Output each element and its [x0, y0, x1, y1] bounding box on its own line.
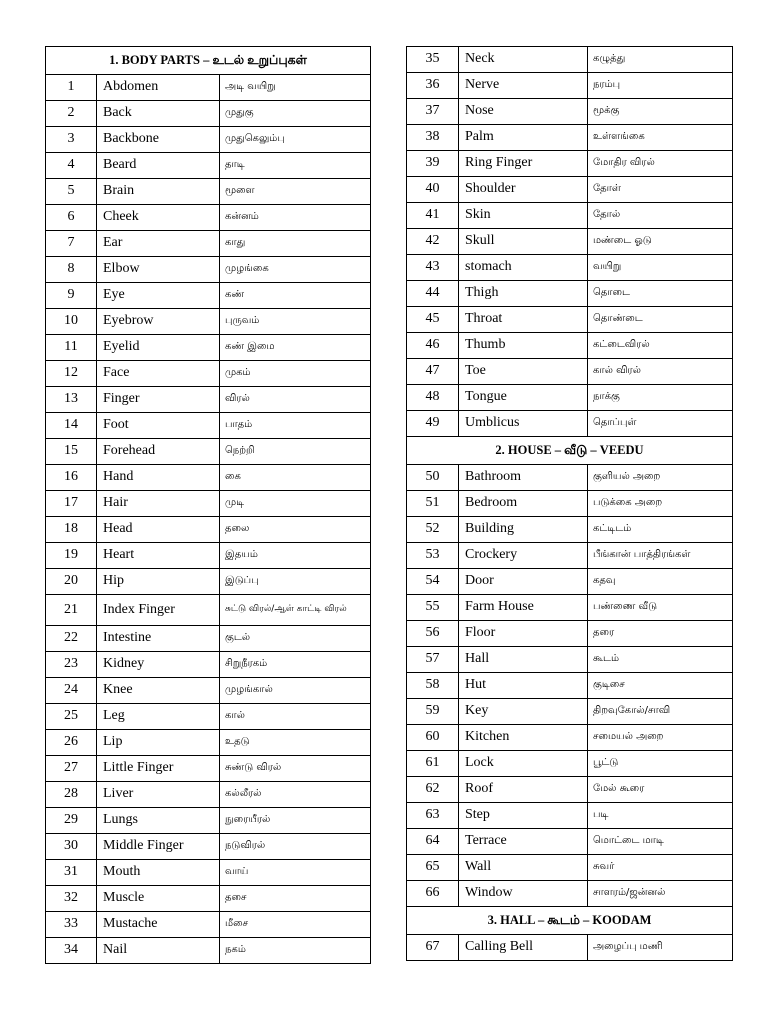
row-number: 54: [407, 569, 459, 595]
tamil-word: முதுகு: [220, 101, 371, 127]
tamil-word: அழைப்பு மணி: [588, 935, 733, 961]
table-row: [46, 309, 371, 335]
english-word: Hall: [459, 647, 588, 673]
row-number: 51: [407, 491, 459, 517]
tamil-word: பண்ணை வீடு: [588, 595, 733, 621]
row-number: 18: [46, 517, 97, 543]
tamil-word: கண் இமை: [220, 335, 371, 361]
row-number: 48: [407, 385, 459, 411]
row-number: 3: [46, 127, 97, 153]
english-word: Foot: [97, 413, 220, 439]
tamil-word: நெற்றி: [220, 439, 371, 465]
tamil-word: வாய்: [220, 860, 371, 886]
english-word: Backbone: [97, 127, 220, 153]
tamil-word: நகம்: [220, 938, 371, 964]
tamil-word: முழங்கை: [220, 257, 371, 283]
row-number: 6: [46, 205, 97, 231]
tamil-word: தாடி: [220, 153, 371, 179]
english-word: Umblicus: [459, 411, 588, 437]
table-row: [46, 231, 371, 257]
table-row: [46, 205, 371, 231]
english-word: Forehead: [97, 439, 220, 465]
english-word: Crockery: [459, 543, 588, 569]
table-row: [407, 333, 733, 359]
english-word: Hand: [97, 465, 220, 491]
english-word: Index Finger: [97, 595, 220, 626]
english-word: Window: [459, 881, 588, 907]
table-row: [407, 99, 733, 125]
english-word: Back: [97, 101, 220, 127]
table-row: [407, 569, 733, 595]
tamil-word: சுவர்: [588, 855, 733, 881]
row-number: 38: [407, 125, 459, 151]
row-number: 25: [46, 704, 97, 730]
english-word: Knee: [97, 678, 220, 704]
english-word: Wall: [459, 855, 588, 881]
table-row: [407, 151, 733, 177]
tamil-word: கால் விரல்: [588, 359, 733, 385]
table-row: [407, 777, 733, 803]
english-word: Terrace: [459, 829, 588, 855]
row-number: 23: [46, 652, 97, 678]
table-row: [407, 255, 733, 281]
tamil-word: மூளை: [220, 179, 371, 205]
table-row: [46, 543, 371, 569]
tamil-word: தோல்: [588, 203, 733, 229]
tamil-word: உள்ளங்கை: [588, 125, 733, 151]
table-row: [46, 834, 371, 860]
table-row: [407, 465, 733, 491]
table-row: [407, 47, 733, 73]
row-number: 28: [46, 782, 97, 808]
tamil-word: நரம்பு: [588, 73, 733, 99]
tamil-word: பீங்கான் பாத்திரங்கள்: [588, 543, 733, 569]
row-number: 42: [407, 229, 459, 255]
tamil-word: மொட்டை மாடி: [588, 829, 733, 855]
table-row: [407, 517, 733, 543]
english-word: stomach: [459, 255, 588, 281]
row-number: 16: [46, 465, 97, 491]
table-row: [407, 699, 733, 725]
english-word: Mustache: [97, 912, 220, 938]
tamil-word: திறவுகோல்/சாவி: [588, 699, 733, 725]
row-number: 67: [407, 935, 459, 961]
table-row: [46, 730, 371, 756]
tamil-word: கல்லீரல்: [220, 782, 371, 808]
table-row: [46, 179, 371, 205]
table-row: [46, 335, 371, 361]
row-number: 55: [407, 595, 459, 621]
section-header: 1. BODY PARTS – உடல் உறுப்புகள்: [46, 47, 371, 75]
english-word: Brain: [97, 179, 220, 205]
english-word: Lock: [459, 751, 588, 777]
english-word: Middle Finger: [97, 834, 220, 860]
table-row: [46, 491, 371, 517]
table-row: [407, 491, 733, 517]
english-word: Skull: [459, 229, 588, 255]
vocabulary-table-continued: [406, 46, 733, 961]
table-row: [46, 886, 371, 912]
tamil-word: சுட்டு விரல்/ஆள் காட்டி விரல்: [220, 595, 371, 626]
tamil-word: முகம்: [220, 361, 371, 387]
row-number: 44: [407, 281, 459, 307]
table-row: [46, 361, 371, 387]
table-row: [407, 803, 733, 829]
english-word: Liver: [97, 782, 220, 808]
row-number: 24: [46, 678, 97, 704]
english-word: Building: [459, 517, 588, 543]
tamil-word: முதுகெலும்பு: [220, 127, 371, 153]
row-number: 8: [46, 257, 97, 283]
row-number: 56: [407, 621, 459, 647]
row-number: 62: [407, 777, 459, 803]
table-row: [46, 782, 371, 808]
english-word: Nerve: [459, 73, 588, 99]
table-row: [407, 73, 733, 99]
row-number: 47: [407, 359, 459, 385]
english-word: Kitchen: [459, 725, 588, 751]
row-number: 2: [46, 101, 97, 127]
table-row: [407, 855, 733, 881]
english-word: Intestine: [97, 626, 220, 652]
table-row: [46, 127, 371, 153]
english-word: Palm: [459, 125, 588, 151]
tamil-word: நாக்கு: [588, 385, 733, 411]
row-number: 59: [407, 699, 459, 725]
row-number: 21: [46, 595, 97, 626]
tamil-word: காது: [220, 231, 371, 257]
tamil-word: முழங்கால்: [220, 678, 371, 704]
row-number: 30: [46, 834, 97, 860]
english-word: Hair: [97, 491, 220, 517]
english-word: Calling Bell: [459, 935, 588, 961]
row-number: 22: [46, 626, 97, 652]
english-word: Cheek: [97, 205, 220, 231]
row-number: 39: [407, 151, 459, 177]
table-row: [407, 673, 733, 699]
english-word: Abdomen: [97, 75, 220, 101]
row-number: 32: [46, 886, 97, 912]
tamil-word: தொப்புள்: [588, 411, 733, 437]
english-word: Face: [97, 361, 220, 387]
english-word: Tongue: [459, 385, 588, 411]
row-number: 9: [46, 283, 97, 309]
table-row: [407, 751, 733, 777]
english-word: Farm House: [459, 595, 588, 621]
tamil-word: சுண்டு விரல்: [220, 756, 371, 782]
table-row: [46, 678, 371, 704]
row-number: 29: [46, 808, 97, 834]
english-word: Kidney: [97, 652, 220, 678]
tamil-word: கால்: [220, 704, 371, 730]
row-number: 65: [407, 855, 459, 881]
table-row: [407, 725, 733, 751]
row-number: 43: [407, 255, 459, 281]
table-row: [46, 938, 371, 964]
row-number: 19: [46, 543, 97, 569]
row-number: 58: [407, 673, 459, 699]
table-row: [46, 704, 371, 730]
english-word: Ring Finger: [459, 151, 588, 177]
section-header-row: [46, 47, 371, 75]
tamil-word: சிறுநீரகம்: [220, 652, 371, 678]
table-row: [46, 439, 371, 465]
row-number: 12: [46, 361, 97, 387]
table-row: [407, 647, 733, 673]
row-number: 33: [46, 912, 97, 938]
table-row: [46, 652, 371, 678]
english-word: Finger: [97, 387, 220, 413]
row-number: 10: [46, 309, 97, 335]
english-word: Leg: [97, 704, 220, 730]
row-number: 40: [407, 177, 459, 203]
row-number: 64: [407, 829, 459, 855]
row-number: 61: [407, 751, 459, 777]
english-word: Bedroom: [459, 491, 588, 517]
tamil-word: மீசை: [220, 912, 371, 938]
table-row: [407, 125, 733, 151]
tamil-word: விரல்: [220, 387, 371, 413]
table-row: [46, 413, 371, 439]
table-row: [46, 257, 371, 283]
row-number: 45: [407, 307, 459, 333]
row-number: 4: [46, 153, 97, 179]
table-row: [46, 860, 371, 886]
tamil-word: மேல் கூரை: [588, 777, 733, 803]
table-row: [407, 543, 733, 569]
table-row: [407, 203, 733, 229]
row-number: 5: [46, 179, 97, 205]
tamil-word: நுரையீரல்: [220, 808, 371, 834]
row-number: 49: [407, 411, 459, 437]
english-word: Step: [459, 803, 588, 829]
tamil-word: அடி வயிறு: [220, 75, 371, 101]
english-word: Skin: [459, 203, 588, 229]
tamil-word: தோள்: [588, 177, 733, 203]
english-word: Head: [97, 517, 220, 543]
tamil-word: தொண்டை: [588, 307, 733, 333]
row-number: 41: [407, 203, 459, 229]
english-word: Elbow: [97, 257, 220, 283]
table-row: [46, 626, 371, 652]
english-word: Hip: [97, 569, 220, 595]
table-row: [46, 808, 371, 834]
tamil-word: முடி: [220, 491, 371, 517]
section-header-row: [407, 437, 733, 465]
tamil-word: கண்: [220, 283, 371, 309]
english-word: Ear: [97, 231, 220, 257]
row-number: 35: [407, 47, 459, 73]
tamil-word: படி: [588, 803, 733, 829]
tamil-word: கை: [220, 465, 371, 491]
row-number: 60: [407, 725, 459, 751]
table-row: [407, 935, 733, 961]
tamil-word: புருவம்: [220, 309, 371, 335]
tamil-word: சமையல் அறை: [588, 725, 733, 751]
english-word: Muscle: [97, 886, 220, 912]
table-row: [407, 281, 733, 307]
tamil-word: மோதிர விரல்: [588, 151, 733, 177]
tamil-word: தொடை: [588, 281, 733, 307]
row-number: 37: [407, 99, 459, 125]
english-word: Little Finger: [97, 756, 220, 782]
tamil-word: தலை: [220, 517, 371, 543]
tamil-word: கன்னம்: [220, 205, 371, 231]
row-number: 31: [46, 860, 97, 886]
english-word: Throat: [459, 307, 588, 333]
row-number: 52: [407, 517, 459, 543]
table-row: [407, 881, 733, 907]
english-word: Mouth: [97, 860, 220, 886]
table-row: [46, 595, 371, 626]
english-word: Shoulder: [459, 177, 588, 203]
tamil-word: கழுத்து: [588, 47, 733, 73]
table-row: [407, 307, 733, 333]
tamil-word: தசை: [220, 886, 371, 912]
tamil-word: மண்டை ஓடு: [588, 229, 733, 255]
table-row: [46, 569, 371, 595]
tamil-word: பாதம்: [220, 413, 371, 439]
english-word: Neck: [459, 47, 588, 73]
tamil-word: உதடு: [220, 730, 371, 756]
row-number: 63: [407, 803, 459, 829]
row-number: 7: [46, 231, 97, 257]
table-row: [46, 153, 371, 179]
english-word: Thigh: [459, 281, 588, 307]
table-row: [46, 283, 371, 309]
row-number: 13: [46, 387, 97, 413]
row-number: 11: [46, 335, 97, 361]
table-row: [407, 595, 733, 621]
english-word: Toe: [459, 359, 588, 385]
tamil-word: படுக்கை அறை: [588, 491, 733, 517]
english-word: Beard: [97, 153, 220, 179]
table-row: [46, 756, 371, 782]
english-word: Eyebrow: [97, 309, 220, 335]
table-row: [46, 75, 371, 101]
table-row: [46, 912, 371, 938]
tamil-word: குடல்: [220, 626, 371, 652]
table-row: [46, 517, 371, 543]
tamil-word: வயிறு: [588, 255, 733, 281]
english-word: Lip: [97, 730, 220, 756]
english-word: Door: [459, 569, 588, 595]
tamil-word: நடுவிரல்: [220, 834, 371, 860]
row-number: 15: [46, 439, 97, 465]
table-row: [407, 229, 733, 255]
table-row: [46, 465, 371, 491]
row-number: 46: [407, 333, 459, 359]
table-row: [46, 101, 371, 127]
table-row: [407, 829, 733, 855]
tamil-word: பூட்டு: [588, 751, 733, 777]
table-row: [46, 387, 371, 413]
tamil-word: கட்டிடம்: [588, 517, 733, 543]
english-word: Lungs: [97, 808, 220, 834]
row-number: 57: [407, 647, 459, 673]
body-parts-table: [45, 46, 371, 964]
row-number: 17: [46, 491, 97, 517]
english-word: Hut: [459, 673, 588, 699]
tamil-word: கூடம்: [588, 647, 733, 673]
english-word: Nose: [459, 99, 588, 125]
table-row: [407, 411, 733, 437]
row-number: 36: [407, 73, 459, 99]
english-word: Thumb: [459, 333, 588, 359]
english-word: Bathroom: [459, 465, 588, 491]
table-row: [407, 385, 733, 411]
section-header: 3. HALL – கூடம் – KOODAM: [407, 907, 733, 935]
english-word: Key: [459, 699, 588, 725]
row-number: 34: [46, 938, 97, 964]
english-word: Eyelid: [97, 335, 220, 361]
english-word: Nail: [97, 938, 220, 964]
section-header: 2. HOUSE – வீடு – VEEDU: [407, 437, 733, 465]
row-number: 26: [46, 730, 97, 756]
row-number: 66: [407, 881, 459, 907]
section-header-row: [407, 907, 733, 935]
tamil-word: குளியல் அறை: [588, 465, 733, 491]
tamil-word: கட்டைவிரல்: [588, 333, 733, 359]
tamil-word: இதயம்: [220, 543, 371, 569]
table-row: [407, 177, 733, 203]
row-number: 14: [46, 413, 97, 439]
tamil-word: கதவு: [588, 569, 733, 595]
english-word: Roof: [459, 777, 588, 803]
row-number: 20: [46, 569, 97, 595]
tamil-word: மூக்கு: [588, 99, 733, 125]
table-row: [407, 621, 733, 647]
tamil-word: இடுப்பு: [220, 569, 371, 595]
tamil-word: தரை: [588, 621, 733, 647]
tamil-word: குடிசை: [588, 673, 733, 699]
row-number: 27: [46, 756, 97, 782]
tamil-word: சாளரம்/ஜன்னல்: [588, 881, 733, 907]
row-number: 1: [46, 75, 97, 101]
table-row: [407, 359, 733, 385]
row-number: 53: [407, 543, 459, 569]
english-word: Heart: [97, 543, 220, 569]
row-number: 50: [407, 465, 459, 491]
english-word: Eye: [97, 283, 220, 309]
english-word: Floor: [459, 621, 588, 647]
